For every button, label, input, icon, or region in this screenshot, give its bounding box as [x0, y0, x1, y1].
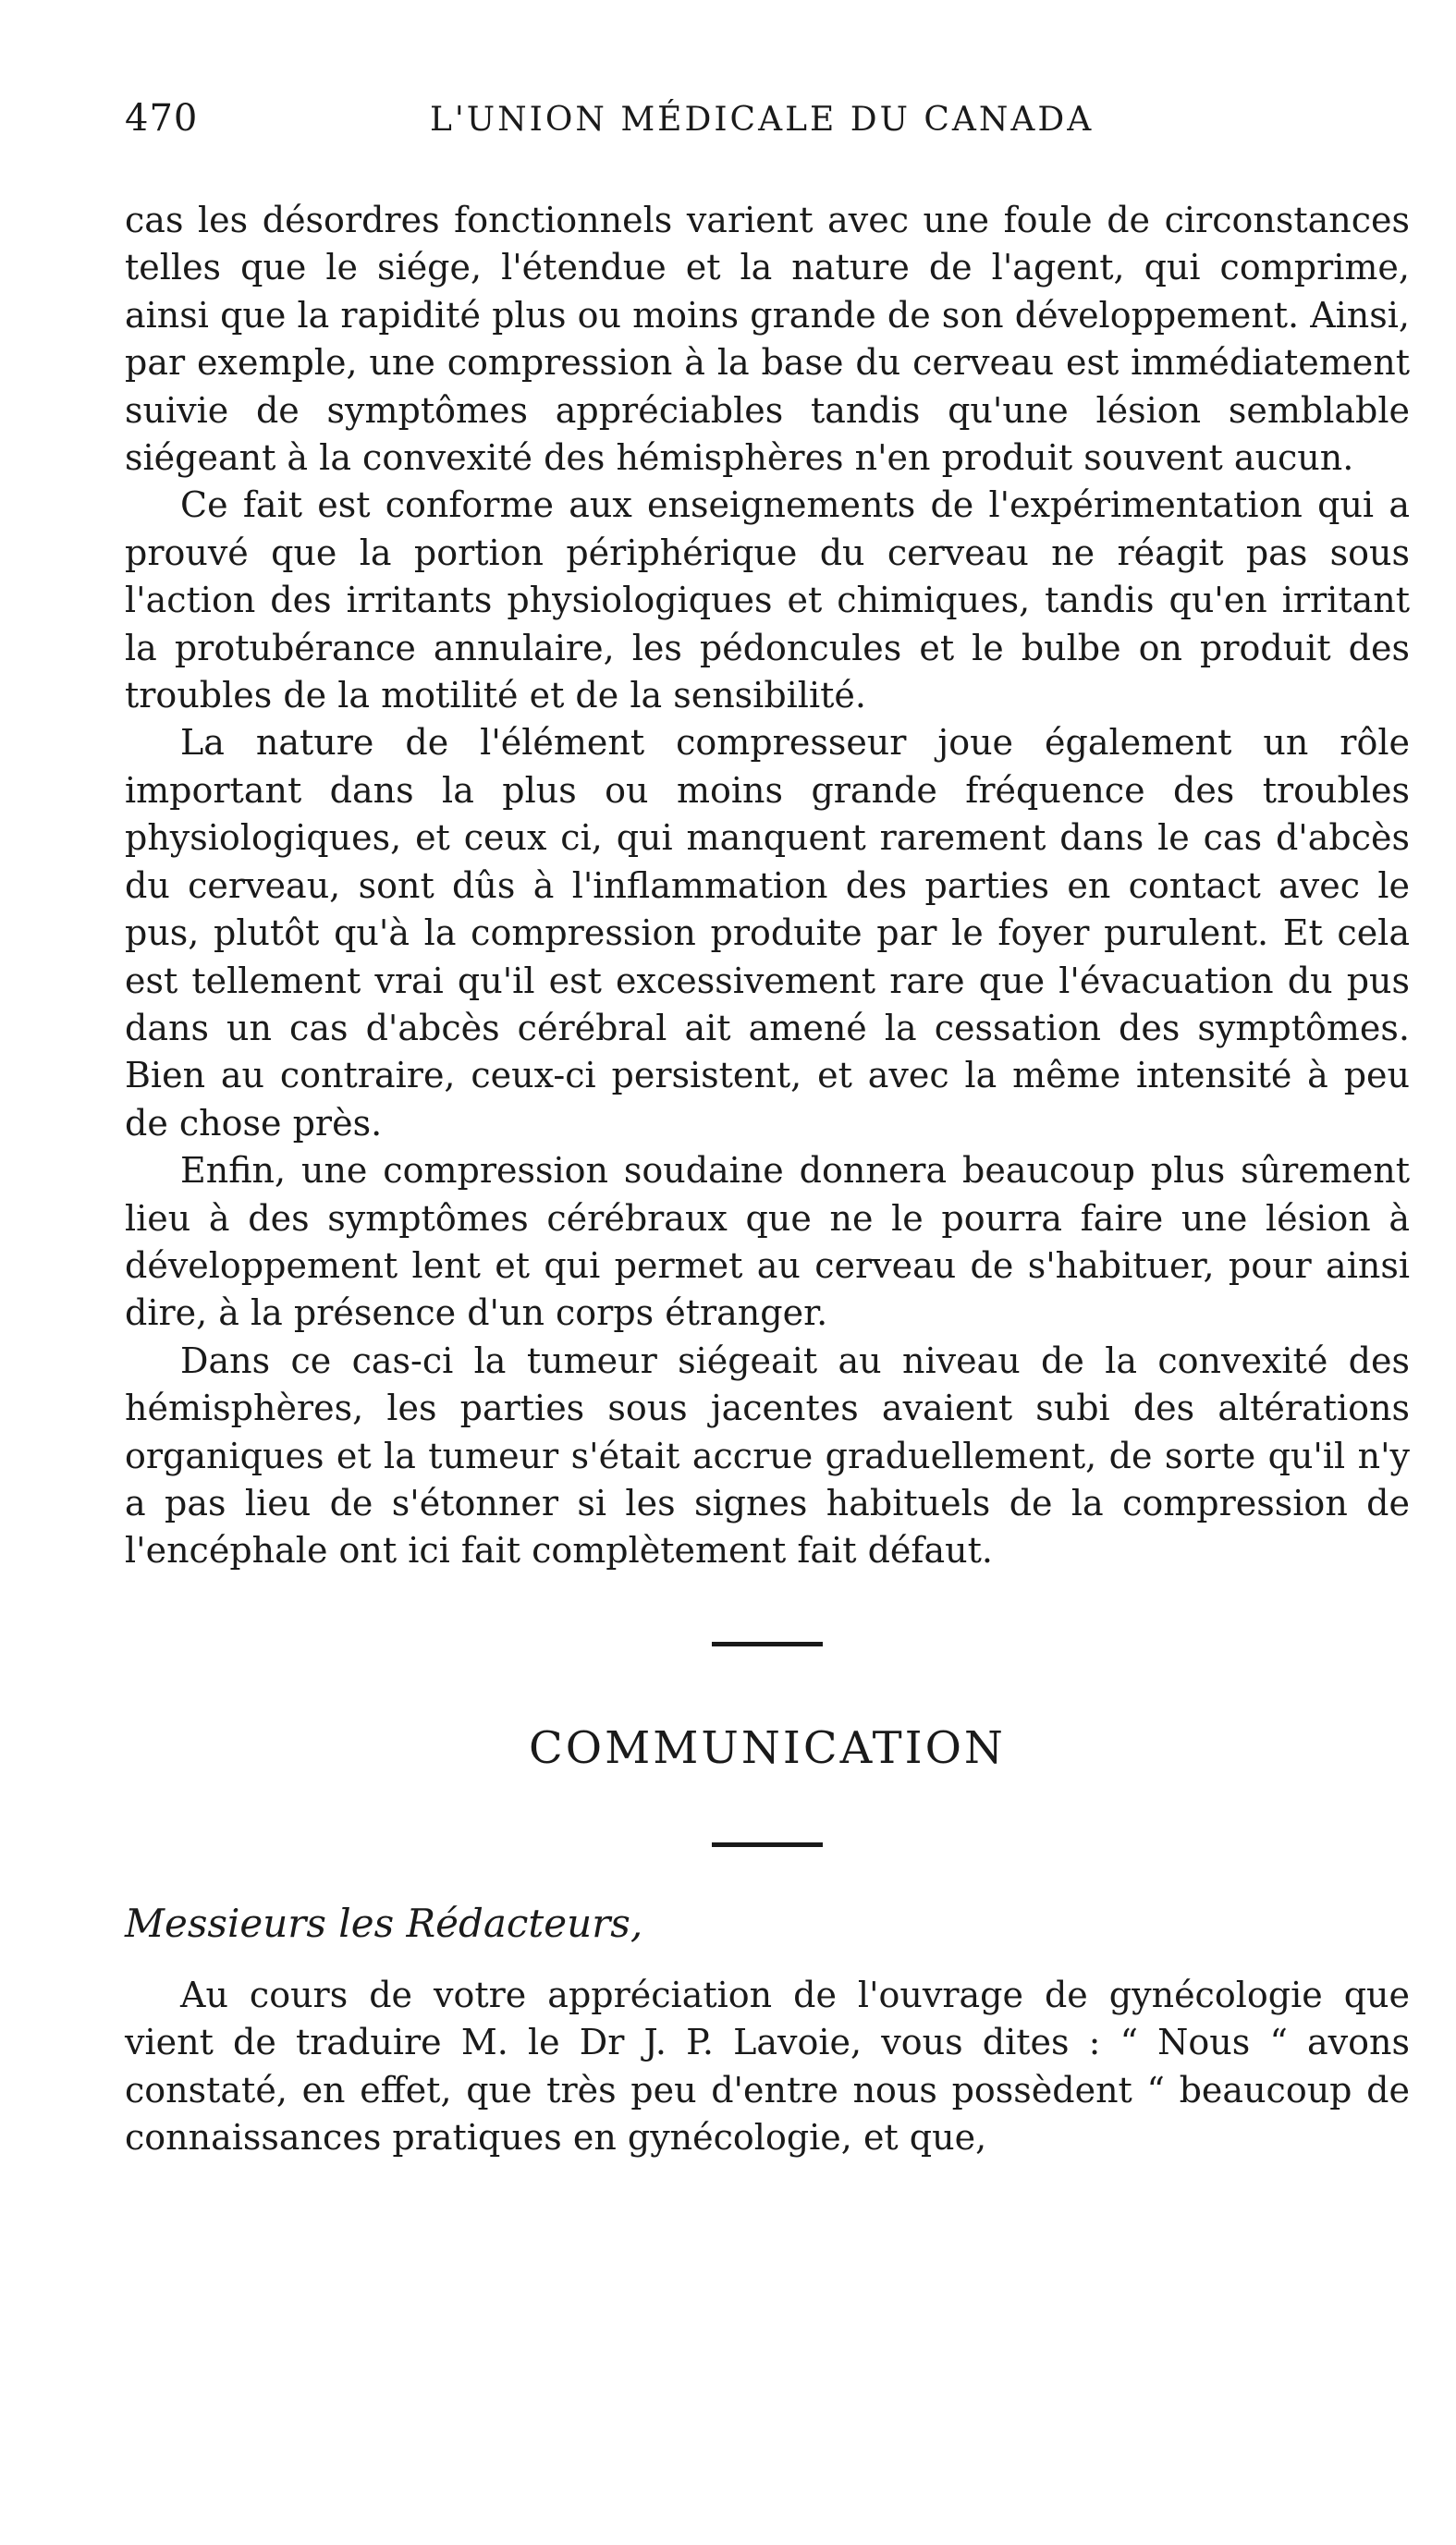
paragraph-1: cas les désordres fonctionnels varient avec une foule de circonstances telles que le siége, l'étendue et la nature de l'agent, qui comprime, ainsi que la rapidité plus ou moins grande de son développement. Ainsi, par exemple, une compression à la base du cerveau est immédiatement suivie de symptômes appréciables tandis qu'une lésion semblable siégeant à la convexité des hémisphères n'en produit souvent aucun.: [125, 200, 1410, 479]
article-body: [125, 197, 1410, 1575]
letter-salutation: Messieurs les Rédacteurs,: [125, 1900, 643, 1946]
paragraph-3: La nature de l'élément compresseur joue également un rôle important dans la plus ou moins grande fréquence des troubles physiologiques, et ceux ci, qui manquent rarement dans le cas d'abcès du cerveau, sont dûs à l'inflammation des parties en contact avec le pus, plutôt qu'à la compression produite par le foyer purulent. Et cela est tellement vrai qu'il est excessivement rare que l'évacuation du pus dans un cas d'abcès cérébral ait amené la cessation des symptômes. Bien au contraire, ceux-ci persistent, et avec la même intensité à peu de chose près.: [125, 722, 1410, 1144]
running-header: [125, 97, 1410, 153]
paragraph-4: Enfin, une compression soudaine donnera beaucoup plus sûrement lieu à des symptômes cérébraux que ne le pourra faire une lésion à développement lent et qui permet au cerveau de s'habituer, pour ainsi dire, à la présence d'un corps étranger.: [125, 1150, 1410, 1334]
letter-paragraph: Au cours de votre appréciation de l'ouvrage de gynécologie que vient de traduire M. le Dr J. P. Lavoie, vous dites : “ Nous “ avons constaté, en effet, que très peu d'entre nous possèdent “ beaucoup de connaissances pratiques en gynécologie, et que,: [125, 1974, 1410, 2158]
letter-body: [125, 1972, 1410, 2162]
section-title: COMMUNICATION: [529, 1721, 1006, 1774]
section-divider-bottom: [712, 1842, 823, 1847]
paragraph-5: Dans ce cas-ci la tumeur siégeait au niveau de la convexité des hémisphères, les parties sous jacentes avaient subi des altérations organiques et la tumeur s'était accrue graduellement, de sorte qu'il n'y a pas lieu de s'étonner si les signes habituels de la compression de l'encéphale ont ici fait complètement fait défaut.: [125, 1340, 1410, 1572]
page-number: 470: [125, 97, 199, 140]
journal-title: L'UNION MÉDICALE DU CANADA: [430, 101, 1095, 139]
section-divider-top: [712, 1642, 823, 1646]
paragraph-2: Ce fait est conforme aux enseignements de l'expérimentation qui a prouvé que la portion périphérique du cerveau ne réagit pas sous l'action des irritants physiologiques et chimiques, tandis qu'en irritant la protubérance annulaire, les pédoncules et le bulbe on produit des troubles de la motilité et de la sensibilité.: [125, 484, 1410, 716]
document-page: [125, 97, 1410, 2161]
